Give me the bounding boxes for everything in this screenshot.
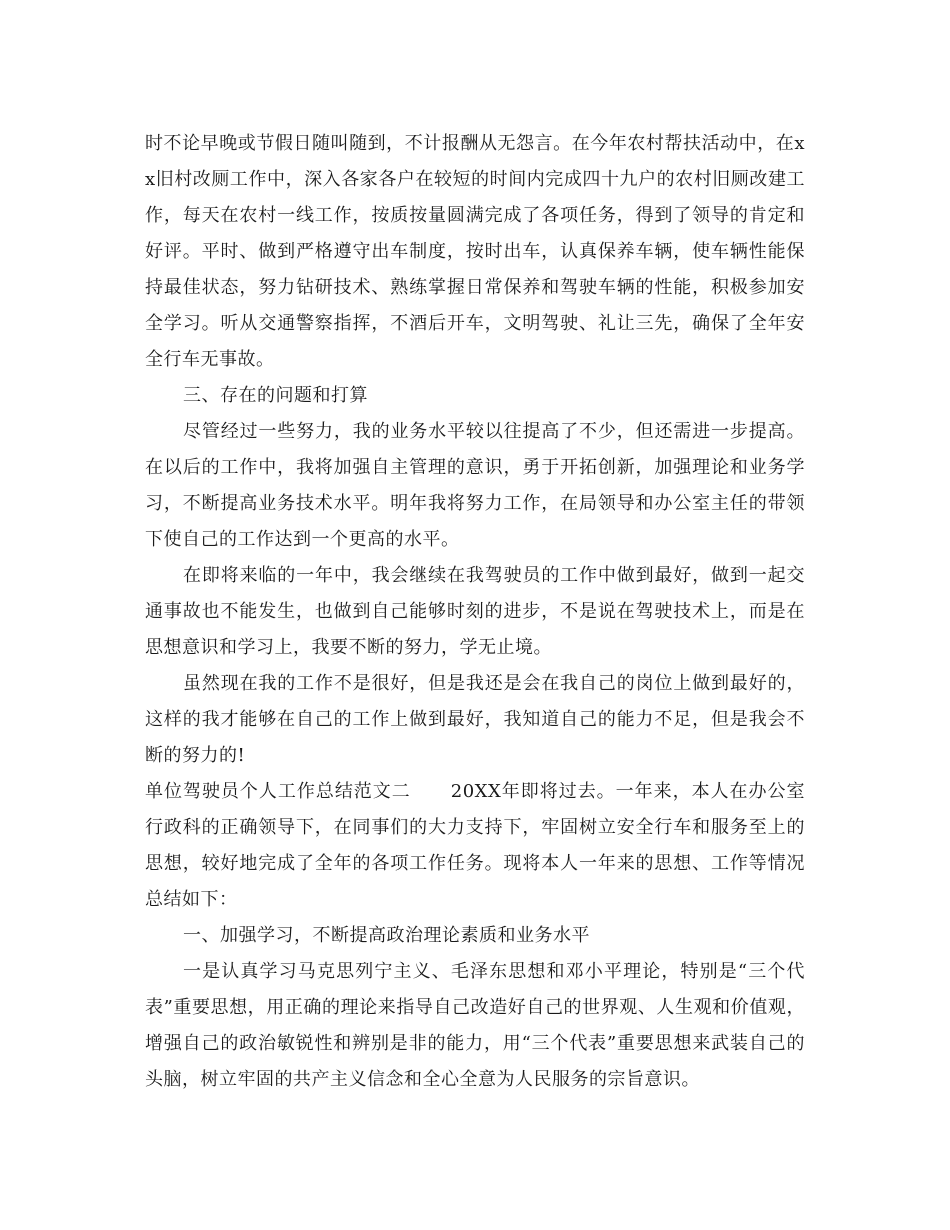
paragraph-continuation: 时不论早晚或节假日随叫随到，不计报酬从无怨言。在今年农村帮扶活动中，在xx旧村改厕工作中，深入各家各户在较短的时间内完成四十九户的农村旧厕改建工作，每天在农村一线工作，按质按量圆满完成了各项任务，得到了领导的肯定和好评。平时、做到严格遵守出车制度，按时出车，认真保养车辆，使车辆性能保持最佳状态，努力钻研技术、熟练掌握日常保养和驾驶车辆的性能，积极参加安全学习。听从交通警察指挥，不酒后开车，文明驾驶、礼让三先，确保了全年安全行车无事故。 [145, 133, 805, 370]
section-title: 单位驾驶员个人工作总结范文二 [145, 781, 411, 802]
section-intro: 20XX年即将过去。一年来，本人在办公室行政科的正确领导下，在同事们的大力支持下，牢固树立安全行车和服务至上的思想，较好地完成了全年的各项工作任务。现将本人一年来的思想、工作等情况总结如下： [145, 781, 805, 910]
paragraph-section-two [145, 774, 805, 918]
paragraph-theory-study: 一是认真学习马克思列宁主义、毛泽东思想和邓小平理论，特别是“三个代表”重要思想，用正确的理论来指导自己改造好自己的世界观、人生观和价值观，增强自己的政治敏锐性和辨别是非的能力，用“三个代表”重要思想来武装自己的头脑，树立牢固的共产主义信念和全心全意为人民服务的宗旨意识。 [145, 961, 805, 1090]
section-heading-problems-plans: 三、存在的问题和打算 [183, 385, 368, 406]
paragraph-coming-year: 在即将来临的一年中，我会继续在我驾驶员的工作中做到最好，做到一起交通事故也不能发生，也做到自己能够时刻的进步，不是说在驾驶技术上，而是在思想意识和学习上，我要不断的努力，学无止境。 [145, 565, 805, 658]
paragraph-resolve: 虽然现在我的工作不是很好，但是我还是会在我自己的岗位上做到最好的，这样的我才能够在自己的工作上做到最好，我知道自己的能力不足，但是我会不断的努力的! [145, 673, 805, 766]
section-heading-study: 一、加强学习，不断提高政治理论素质和业务水平 [183, 925, 590, 946]
paragraph-improvement: 尽管经过一些努力，我的业务水平较以往提高了不少，但还需进一步提高。在以后的工作中，我将加强自主管理的意识，勇于开拓创新，加强理论和业务学习，不断提高业务技术水平。明年我将努力工作，在局领导和办公室主任的带领下使自己的工作达到一个更高的水平。 [145, 421, 805, 550]
document-body [145, 126, 805, 1098]
